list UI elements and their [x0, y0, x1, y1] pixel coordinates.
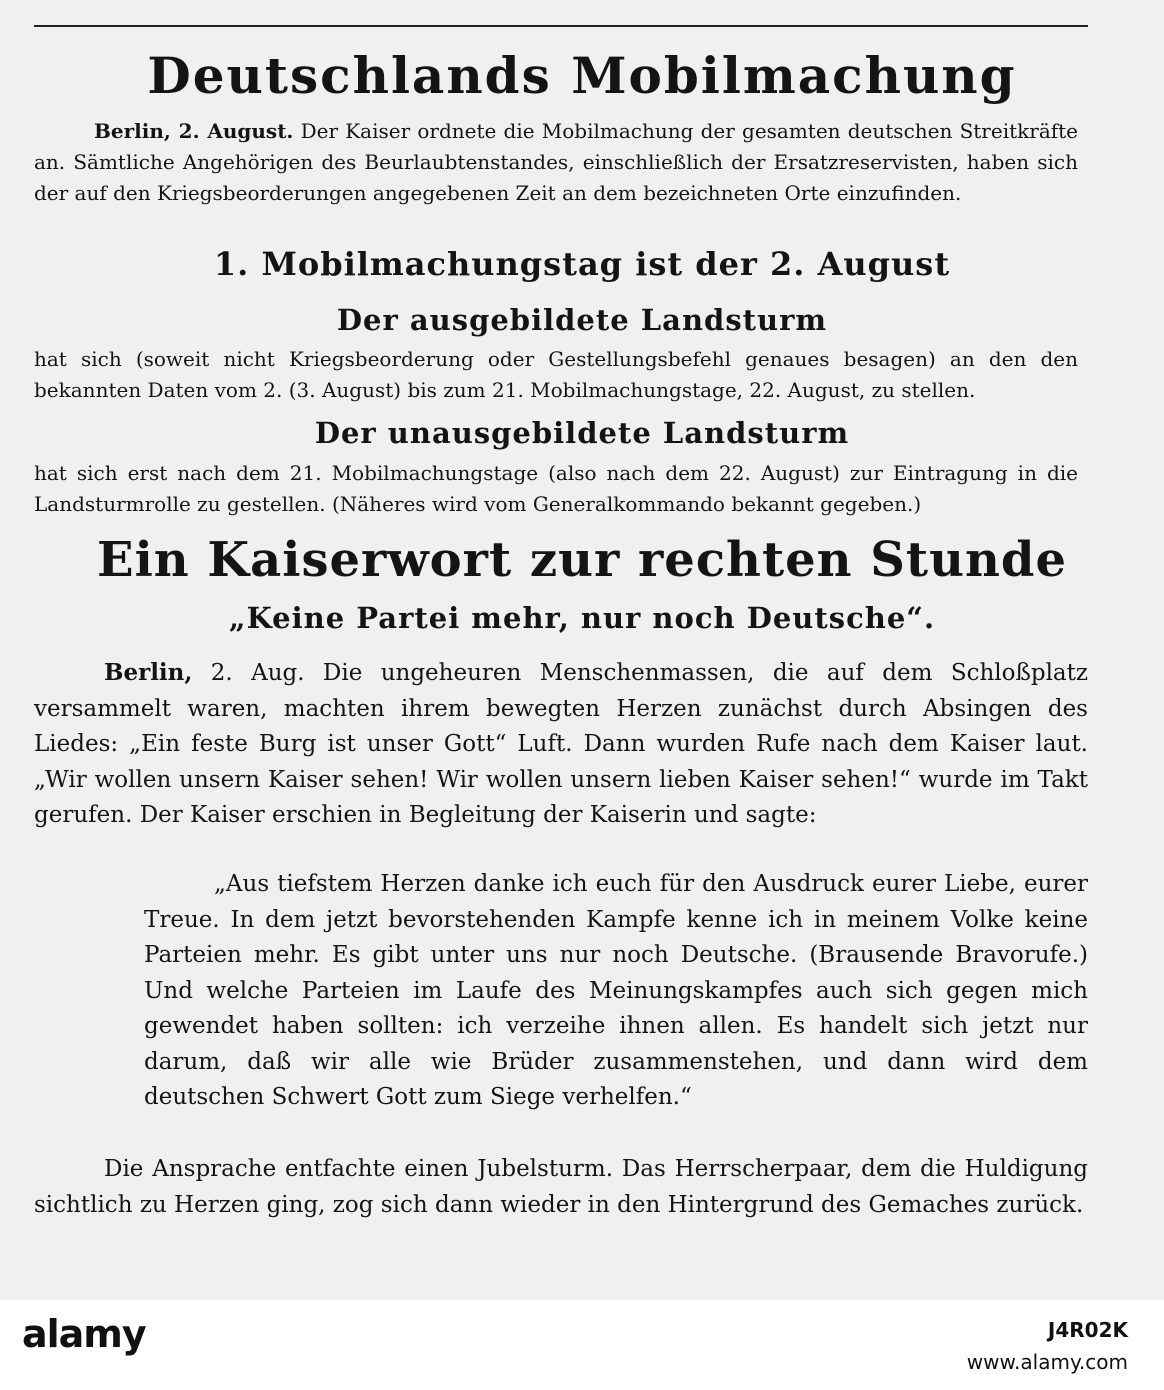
heading-trained-landsturm: Der ausgebildete Landsturm	[336, 303, 828, 337]
dateline: Berlin, 2. August.	[94, 119, 294, 143]
headline: Deutschlands Mobilmachung	[147, 46, 1017, 105]
paragraph-trained-landsturm: hat sich (soweit nicht Kriegsbeorderung oder Gestellungsbefehl genaues besagen) an den den bekannten Daten vom 2. (3. August) bis zum 21. Mobilmachungstage, 22. August, zu stellen.	[34, 347, 1078, 402]
heading-mobilization-day: 1. Mobilmachungstag ist der 2. August	[213, 245, 951, 283]
watermark-footer	[0, 1300, 1164, 1390]
dateline: Berlin,	[104, 659, 193, 686]
paragraph-untrained-landsturm: hat sich erst nach dem 21. Mobilmachungstage (also nach dem 22. August) zur Eintragung in die Landsturmrolle zu gestellen. (Näheres wird vom Generalkommando bekannt gegeben.)	[34, 461, 1078, 516]
top-rule	[34, 25, 1088, 27]
alamy-logo: alamy	[22, 1312, 146, 1356]
site-url: www.alamy.com	[966, 1350, 1128, 1374]
heading-untrained-landsturm: Der unausgebildete Landsturm	[314, 416, 850, 450]
paragraph-mobilization	[34, 116, 1078, 209]
headline-kaiserwort: Ein Kaiserwort zur rechten Stunde	[96, 532, 1067, 588]
paragraph-text: 2. Aug. Die ungeheuren Menschenmassen, die auf dem Schloßplatz versammelt waren, machten ihrem bewegten Herzen zunächst durch Absingen des Liedes: „Ein feste Burg ist unser Gott“ Luft. Dann wurden Rufe nach dem Kaiser laut. „Wir wollen unsern Kaiser sehen! Wir wollen unsern lieben Kaiser sehen!“ wurde im Takt gerufen. Der Kaiser erschien in Begleitung der Kaiserin und sagte:	[34, 660, 1088, 828]
paragraph-berlin-crowd	[34, 655, 1088, 834]
kaiser-quote: „Aus tiefstem Herzen danke ich euch für den Ausdruck eurer Liebe, eurer Treue. In dem jetzt bevorstehenden Kampfe kenne ich in meinem Volke keine Parteien mehr. Es gibt unter uns nur noch Deutsche. (Brausende Bravorufe.) Und welche Parteien im Laufe des Meinungskampfes auch sich gegen mich gewendet haben sollten: ich verzeihe ihnen allen. Es handelt sich jetzt nur darum, daß wir alle wie Brüder zusammenstehen, und dann wird dem deutschen Schwert Gott zum Siege verhelfen.“	[144, 871, 1088, 1110]
image-id: J4R02K	[1047, 1318, 1128, 1342]
paragraph-ovation: Die Ansprache entfachte einen Jubelsturm. Das Herrscherpaar, dem die Huldigung sichtlich zu Herzen ging, zog sich dann wieder in den Hintergrund des Gemaches zurück.	[34, 1156, 1088, 1218]
paragraph-text: Der Kaiser ordnete die Mobilmachung der gesamten deutschen Streitkräfte an. Sämtliche Angehörigen des Beurlaubtenstandes, einschließlich der Ersatzreservisten, haben sich der auf den Kriegsbeorderungen angegebenen Zeit an dem bezeichneten Orte einzufinden.	[34, 119, 1079, 205]
subheadline: „Keine Partei mehr, nur noch Deutsche“.	[228, 601, 936, 635]
